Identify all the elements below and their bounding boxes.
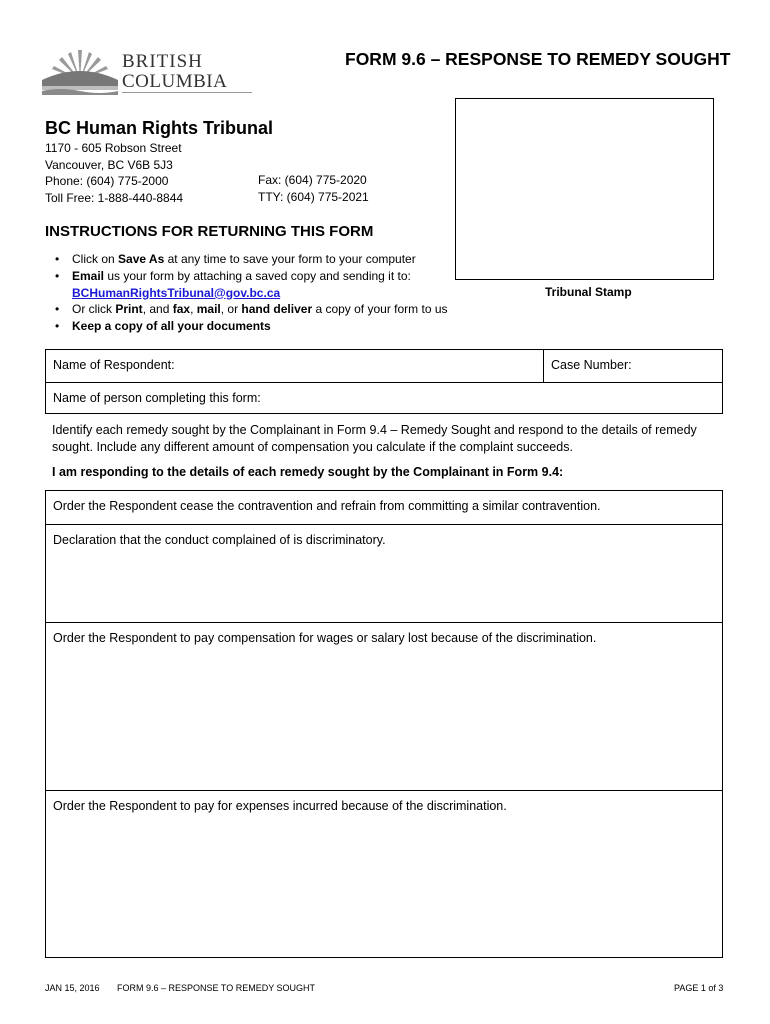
logo-rule	[122, 92, 252, 93]
form-title: FORM 9.6 – RESPONSE TO REMEDY SOUGHT	[345, 49, 731, 69]
bullet-icon: •	[55, 302, 60, 317]
footer-form-name: FORM 9.6 – RESPONSE TO REMEDY SOUGHT	[117, 983, 316, 993]
toll-free: Toll Free: 1-888-440-8844	[45, 190, 184, 205]
fax: Fax: (604) 775-2020	[258, 173, 367, 187]
bullet-icon: •	[55, 319, 60, 334]
instruction-item-keep: • Keep a copy of all your documents	[55, 319, 271, 334]
tribunal-email-link[interactable]: BCHumanRightsTribunal@gov.bc.ca	[72, 285, 281, 300]
remedy-response-declaration[interactable]	[45, 524, 723, 623]
footer-page-number: PAGE 1 of 3	[674, 983, 724, 993]
bc-sunburst-icon	[40, 42, 120, 102]
tribunal-stamp-label: Tribunal Stamp	[545, 285, 632, 299]
remedy-response-cease[interactable]	[45, 490, 723, 525]
instruction-email-row	[55, 285, 448, 302]
instructions-title: INSTRUCTIONS FOR RETURNING THIS FORM	[45, 223, 374, 240]
intro-bold-line: I am responding to the details of each remedy sought by the Complainant in Form 9.4:	[52, 465, 564, 479]
remedy-label-expenses: Order the Respondent to pay for expenses incurred because of the discrimination.	[53, 799, 507, 813]
instruction-item-save: • Click on Save As at any time to save your form to your computer	[55, 252, 416, 266]
instruction-item-email: • Email us your form by attaching a saved copy and sending it to:	[55, 268, 411, 283]
remedy-label-wages: Order the Respondent to pay compensation for wages or salary lost because of the discrimination.	[53, 631, 597, 645]
remedy-response-wages[interactable]	[45, 622, 723, 791]
remedy-label-declaration: Declaration that the conduct complained of is discriminatory.	[53, 533, 386, 547]
bc-logo	[40, 42, 228, 104]
address-line-1: 1170 - 605 Robson Street	[45, 141, 182, 155]
tty: TTY: (604) 775-2021	[258, 189, 369, 204]
address-line-2: Vancouver, BC V6B 5J3	[45, 157, 173, 172]
intro-paragraph: Identify each remedy sought by the Complainant in Form 9.4 – Remedy Sought and respond to the details of remedy sought. Include any different amount of compensation you calculate if the complaint succeeds.	[52, 423, 697, 454]
logo-line-british: BRITISH	[122, 51, 203, 72]
logo-line-columbia: COLUMBIA	[122, 71, 228, 92]
completer-name-label: Name of person completing this form:	[53, 391, 261, 405]
case-number-field[interactable]	[543, 349, 723, 383]
bullet-icon: •	[55, 268, 60, 283]
tribunal-stamp-box	[455, 98, 714, 280]
bullet-icon: •	[55, 252, 60, 266]
phone: Phone: (604) 775-2000	[45, 174, 169, 188]
case-number-label: Case Number:	[551, 358, 632, 372]
remedy-label-cease: Order the Respondent cease the contravention and refrain from committing a similar contravention.	[53, 499, 601, 513]
respondent-name-field[interactable]	[45, 349, 544, 383]
completer-name-field[interactable]	[45, 382, 723, 414]
tribunal-name: BC Human Rights Tribunal	[45, 118, 274, 138]
instruction-item-print: • Or click Print, and fax, mail, or hand deliver a copy of your form to us	[55, 302, 448, 317]
tribunal-address	[45, 140, 183, 206]
instructions-list	[55, 251, 448, 335]
respondent-name-label: Name of Respondent:	[53, 358, 175, 372]
remedy-response-expenses[interactable]	[45, 790, 723, 958]
footer-date: JAN 15, 2016	[45, 983, 100, 993]
tribunal-fax-tty	[258, 172, 369, 205]
